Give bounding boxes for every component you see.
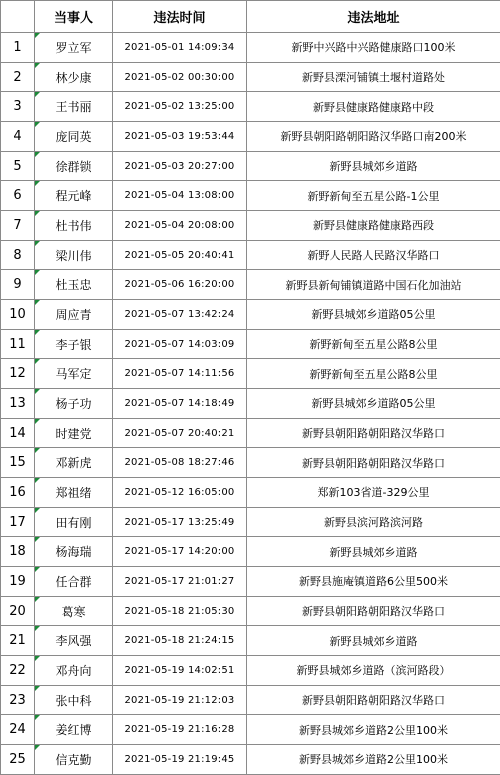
party-name-cell[interactable]: 杜玉忠 xyxy=(35,270,113,300)
violation-time-cell[interactable]: 2021-05-17 21:01:27 xyxy=(113,567,247,597)
violation-time-cell[interactable]: 2021-05-19 21:16:28 xyxy=(113,715,247,745)
violation-address-cell[interactable]: 新野县滨河路滨河路 xyxy=(247,507,500,537)
table-row xyxy=(1,685,500,715)
table-row xyxy=(1,62,500,92)
row-number-cell[interactable]: 22 xyxy=(1,656,35,686)
violation-time-cell[interactable]: 2021-05-04 13:08:00 xyxy=(113,181,247,211)
party-name-cell[interactable]: 杜书伟 xyxy=(35,211,113,241)
row-number-cell[interactable]: 20 xyxy=(1,596,35,626)
party-name-cell[interactable]: 时建党 xyxy=(35,418,113,448)
violation-address-cell[interactable]: 新野县朝阳路朝阳路汉华路口 xyxy=(247,685,500,715)
party-name-cell[interactable]: 葛寒 xyxy=(35,596,113,626)
party-name-cell[interactable]: 林少康 xyxy=(35,62,113,92)
row-number-cell[interactable]: 3 xyxy=(1,92,35,122)
table-row xyxy=(1,300,500,330)
violation-time-cell[interactable]: 2021-05-18 21:05:30 xyxy=(113,596,247,626)
violation-time-cell[interactable]: 2021-05-12 16:05:00 xyxy=(113,478,247,508)
violation-address-cell[interactable]: 新野县城郊乡道路05公里 xyxy=(247,389,500,419)
table-row xyxy=(1,715,500,745)
row-number-cell[interactable]: 5 xyxy=(1,151,35,181)
party-name-cell[interactable]: 田有刚 xyxy=(35,507,113,537)
row-number-cell[interactable]: 21 xyxy=(1,626,35,656)
violation-time-cell[interactable]: 2021-05-18 21:24:15 xyxy=(113,626,247,656)
row-number-cell[interactable]: 19 xyxy=(1,567,35,597)
violation-time-cell[interactable]: 2021-05-08 18:27:46 xyxy=(113,448,247,478)
violation-time-cell[interactable]: 2021-05-19 14:02:51 xyxy=(113,656,247,686)
violation-address-cell[interactable]: 新野新甸至五星公路8公里 xyxy=(247,329,500,359)
row-number-cell[interactable]: 11 xyxy=(1,329,35,359)
violation-time-cell[interactable]: 2021-05-17 14:20:00 xyxy=(113,537,247,567)
table-row xyxy=(1,745,500,775)
table-row xyxy=(1,151,500,181)
violation-address-cell[interactable]: 新野县朝阳路朝阳路汉华路口 xyxy=(247,448,500,478)
violation-time-cell[interactable]: 2021-05-07 13:42:24 xyxy=(113,300,247,330)
party-name-cell[interactable]: 信克勤 xyxy=(35,745,113,775)
row-number-cell[interactable]: 8 xyxy=(1,240,35,270)
table-row xyxy=(1,270,500,300)
table-row xyxy=(1,567,500,597)
violation-address-cell[interactable]: 新野县朝阳路朝阳路汉华路口 xyxy=(247,596,500,626)
violation-address-cell[interactable]: 新野县溧河铺镇土堰村道路处 xyxy=(247,62,500,92)
violation-time-cell[interactable]: 2021-05-07 20:40:21 xyxy=(113,418,247,448)
violation-address-cell[interactable]: 新野县城郊乡道路2公里100米 xyxy=(247,745,500,775)
header-address[interactable]: 违法地址 xyxy=(247,1,500,33)
row-number-cell[interactable]: 25 xyxy=(1,745,35,775)
party-name-cell[interactable]: 任合群 xyxy=(35,567,113,597)
violation-time-cell[interactable]: 2021-05-03 20:27:00 xyxy=(113,151,247,181)
violation-time-cell[interactable]: 2021-05-07 14:18:49 xyxy=(113,389,247,419)
header-index[interactable] xyxy=(1,1,35,33)
row-number-cell[interactable]: 15 xyxy=(1,448,35,478)
violation-time-cell[interactable]: 2021-05-17 13:25:49 xyxy=(113,507,247,537)
row-number-cell[interactable]: 18 xyxy=(1,537,35,567)
table-row xyxy=(1,359,500,389)
party-name-cell[interactable]: 程元峰 xyxy=(35,181,113,211)
table-row xyxy=(1,596,500,626)
violation-address-cell[interactable]: 新野人民路人民路汉华路口 xyxy=(247,240,500,270)
violation-time-cell[interactable]: 2021-05-02 13:25:00 xyxy=(113,92,247,122)
table-row xyxy=(1,329,500,359)
violation-address-cell[interactable]: 新野新甸至五星公路-1公里 xyxy=(247,181,500,211)
table-row xyxy=(1,626,500,656)
table-row xyxy=(1,448,500,478)
party-name-cell[interactable]: 姜红博 xyxy=(35,715,113,745)
table-row xyxy=(1,478,500,508)
violation-time-cell[interactable]: 2021-05-19 21:19:45 xyxy=(113,745,247,775)
party-name-cell[interactable]: 杨子功 xyxy=(35,389,113,419)
table-row xyxy=(1,656,500,686)
table-row xyxy=(1,92,500,122)
party-name-cell[interactable]: 庞同英 xyxy=(35,122,113,152)
party-name-cell[interactable]: 李风强 xyxy=(35,626,113,656)
violation-address-cell[interactable]: 新野县城郊乡道路05公里 xyxy=(247,300,500,330)
violation-time-cell[interactable]: 2021-05-04 20:08:00 xyxy=(113,211,247,241)
violation-address-cell[interactable]: 新野新甸至五星公路8公里 xyxy=(247,359,500,389)
party-name-cell[interactable]: 李子银 xyxy=(35,329,113,359)
table-row xyxy=(1,211,500,241)
party-name-cell[interactable]: 杨海瑞 xyxy=(35,537,113,567)
violation-time-cell[interactable]: 2021-05-05 20:40:41 xyxy=(113,240,247,270)
violation-time-cell[interactable]: 2021-05-01 14:09:34 xyxy=(113,33,247,63)
violation-address-cell[interactable]: 新野县朝阳路朝阳路汉华路口 xyxy=(247,418,500,448)
table-row xyxy=(1,507,500,537)
table-row xyxy=(1,389,500,419)
row-number-cell[interactable]: 23 xyxy=(1,685,35,715)
violation-address-cell[interactable]: 新野县施庵镇道路6公里500米 xyxy=(247,567,500,597)
violation-address-cell[interactable]: 新野县城郊乡道路 xyxy=(247,151,500,181)
violation-time-cell[interactable]: 2021-05-07 14:11:56 xyxy=(113,359,247,389)
violation-address-cell[interactable]: 新野县城郊乡道路 xyxy=(247,626,500,656)
violation-address-cell[interactable]: 新野县朝阳路朝阳路汉华路口南200米 xyxy=(247,122,500,152)
violation-address-cell[interactable]: 新野县城郊乡道路2公里100米 xyxy=(247,715,500,745)
row-number-cell[interactable]: 24 xyxy=(1,715,35,745)
violation-time-cell[interactable]: 2021-05-19 21:12:03 xyxy=(113,685,247,715)
row-number-cell[interactable]: 10 xyxy=(1,300,35,330)
header-party[interactable]: 当事人 xyxy=(35,1,113,33)
party-name-cell[interactable]: 邓舟向 xyxy=(35,656,113,686)
table-row xyxy=(1,240,500,270)
violation-time-cell[interactable]: 2021-05-07 14:03:09 xyxy=(113,329,247,359)
row-number-cell[interactable]: 16 xyxy=(1,478,35,508)
violation-time-cell[interactable]: 2021-05-02 00:30:00 xyxy=(113,62,247,92)
table-row xyxy=(1,181,500,211)
row-number-cell[interactable]: 12 xyxy=(1,359,35,389)
table-row xyxy=(1,537,500,567)
row-number-cell[interactable]: 14 xyxy=(1,418,35,448)
party-name-cell[interactable]: 徐群锁 xyxy=(35,151,113,181)
violation-address-cell[interactable]: 新野县城郊乡道路 xyxy=(247,537,500,567)
row-number-cell[interactable]: 4 xyxy=(1,122,35,152)
party-name-cell[interactable]: 郑祖绪 xyxy=(35,478,113,508)
row-number-cell[interactable]: 13 xyxy=(1,389,35,419)
row-number-cell[interactable]: 17 xyxy=(1,507,35,537)
header-time[interactable]: 违法时间 xyxy=(113,1,247,33)
table-body xyxy=(1,33,500,775)
violation-address-cell[interactable]: 新野县新甸铺镇道路中国石化加油站 xyxy=(247,270,500,300)
party-name-cell[interactable]: 邓新虎 xyxy=(35,448,113,478)
party-name-cell[interactable]: 梁川伟 xyxy=(35,240,113,270)
header-row xyxy=(1,1,500,33)
party-name-cell[interactable]: 马军定 xyxy=(35,359,113,389)
party-name-cell[interactable]: 王书丽 xyxy=(35,92,113,122)
row-number-cell[interactable]: 1 xyxy=(1,33,35,63)
violation-address-cell[interactable]: 新野中兴路中兴路健康路口100米 xyxy=(247,33,500,63)
party-name-cell[interactable]: 张中科 xyxy=(35,685,113,715)
table-row xyxy=(1,33,500,63)
row-number-cell[interactable]: 7 xyxy=(1,211,35,241)
row-number-cell[interactable]: 9 xyxy=(1,270,35,300)
violation-address-cell[interactable]: 郑新103省道-329公里 xyxy=(247,478,500,508)
violation-address-cell[interactable]: 新野县健康路健康路西段 xyxy=(247,211,500,241)
violation-address-cell[interactable]: 新野县城郊乡道路（滨河路段） xyxy=(247,656,500,686)
row-number-cell[interactable]: 6 xyxy=(1,181,35,211)
table-row xyxy=(1,122,500,152)
party-name-cell[interactable]: 周应青 xyxy=(35,300,113,330)
party-name-cell[interactable]: 罗立军 xyxy=(35,33,113,63)
violation-time-cell[interactable]: 2021-05-03 19:53:44 xyxy=(113,122,247,152)
table-row xyxy=(1,418,500,448)
row-number-cell[interactable]: 2 xyxy=(1,62,35,92)
violation-time-cell[interactable]: 2021-05-06 16:20:00 xyxy=(113,270,247,300)
violation-address-cell[interactable]: 新野县健康路健康路中段 xyxy=(247,92,500,122)
